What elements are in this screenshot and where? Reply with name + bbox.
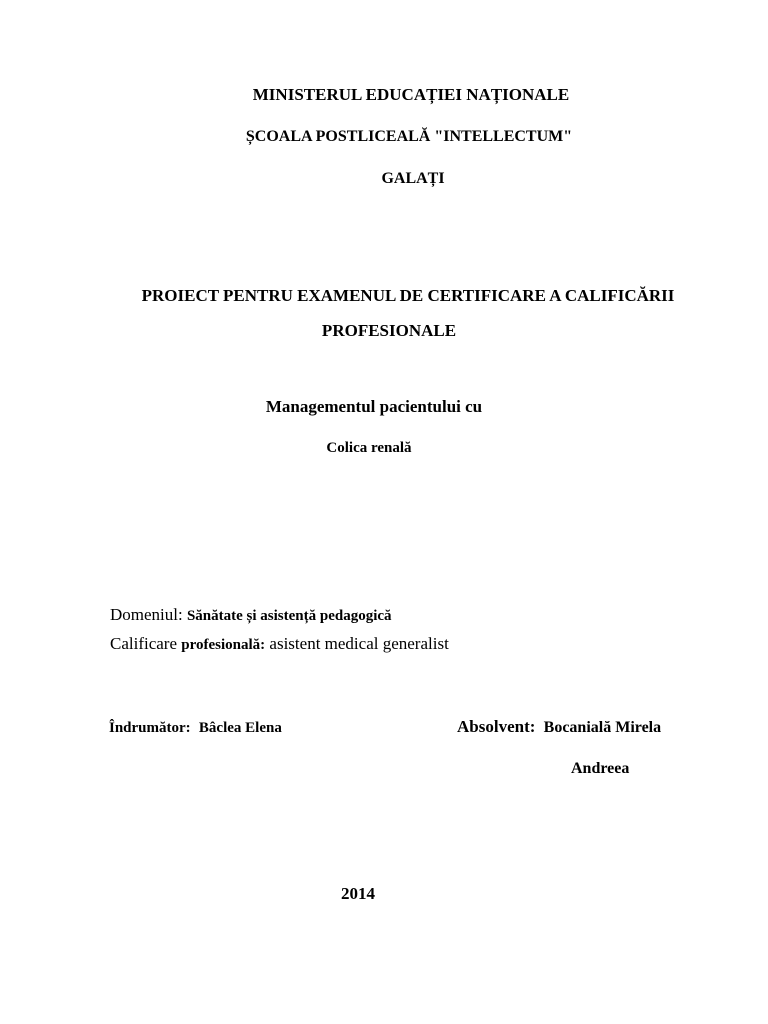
- domain-label: Domeniul:: [110, 605, 183, 624]
- qualification-label-b: profesională:: [181, 637, 266, 653]
- coordinator-row: [109, 718, 282, 736]
- coordinator-name: Bâclea Elena: [198, 720, 282, 736]
- project-title-line2: PROFESIONALE: [321, 321, 457, 340]
- qualification-row: [110, 635, 449, 653]
- school-heading: ȘCOALA POSTLICEALĂ "INTELLECTUM": [245, 128, 573, 145]
- graduate-label: Absolvent:: [457, 717, 536, 736]
- qualification-value: asistent medical generalist: [269, 634, 449, 653]
- graduate-name-line1: Bocanială Mirela: [543, 719, 662, 736]
- topic-line2: Colica renală: [326, 440, 412, 456]
- domain-value: Sănătate și asistență pedagogică: [186, 608, 392, 624]
- ministry-heading: MINISTERUL EDUCAȚIEI NAȚIONALE: [252, 85, 570, 104]
- domain-row: [110, 606, 392, 624]
- graduate-name-line2: Andreea: [571, 760, 630, 777]
- topic-line1: Managementul pacientului cu: [265, 397, 483, 416]
- project-title-line1: PROIECT PENTRU EXAMENUL DE CERTIFICARE A CALIFICĂRII: [141, 286, 675, 305]
- year: 2014: [341, 884, 375, 903]
- city-heading: GALAȚI: [381, 170, 445, 187]
- graduate-row: [457, 718, 661, 736]
- qualification-label-a: Calificare: [110, 634, 178, 653]
- coordinator-label: Îndrumător:: [109, 720, 191, 736]
